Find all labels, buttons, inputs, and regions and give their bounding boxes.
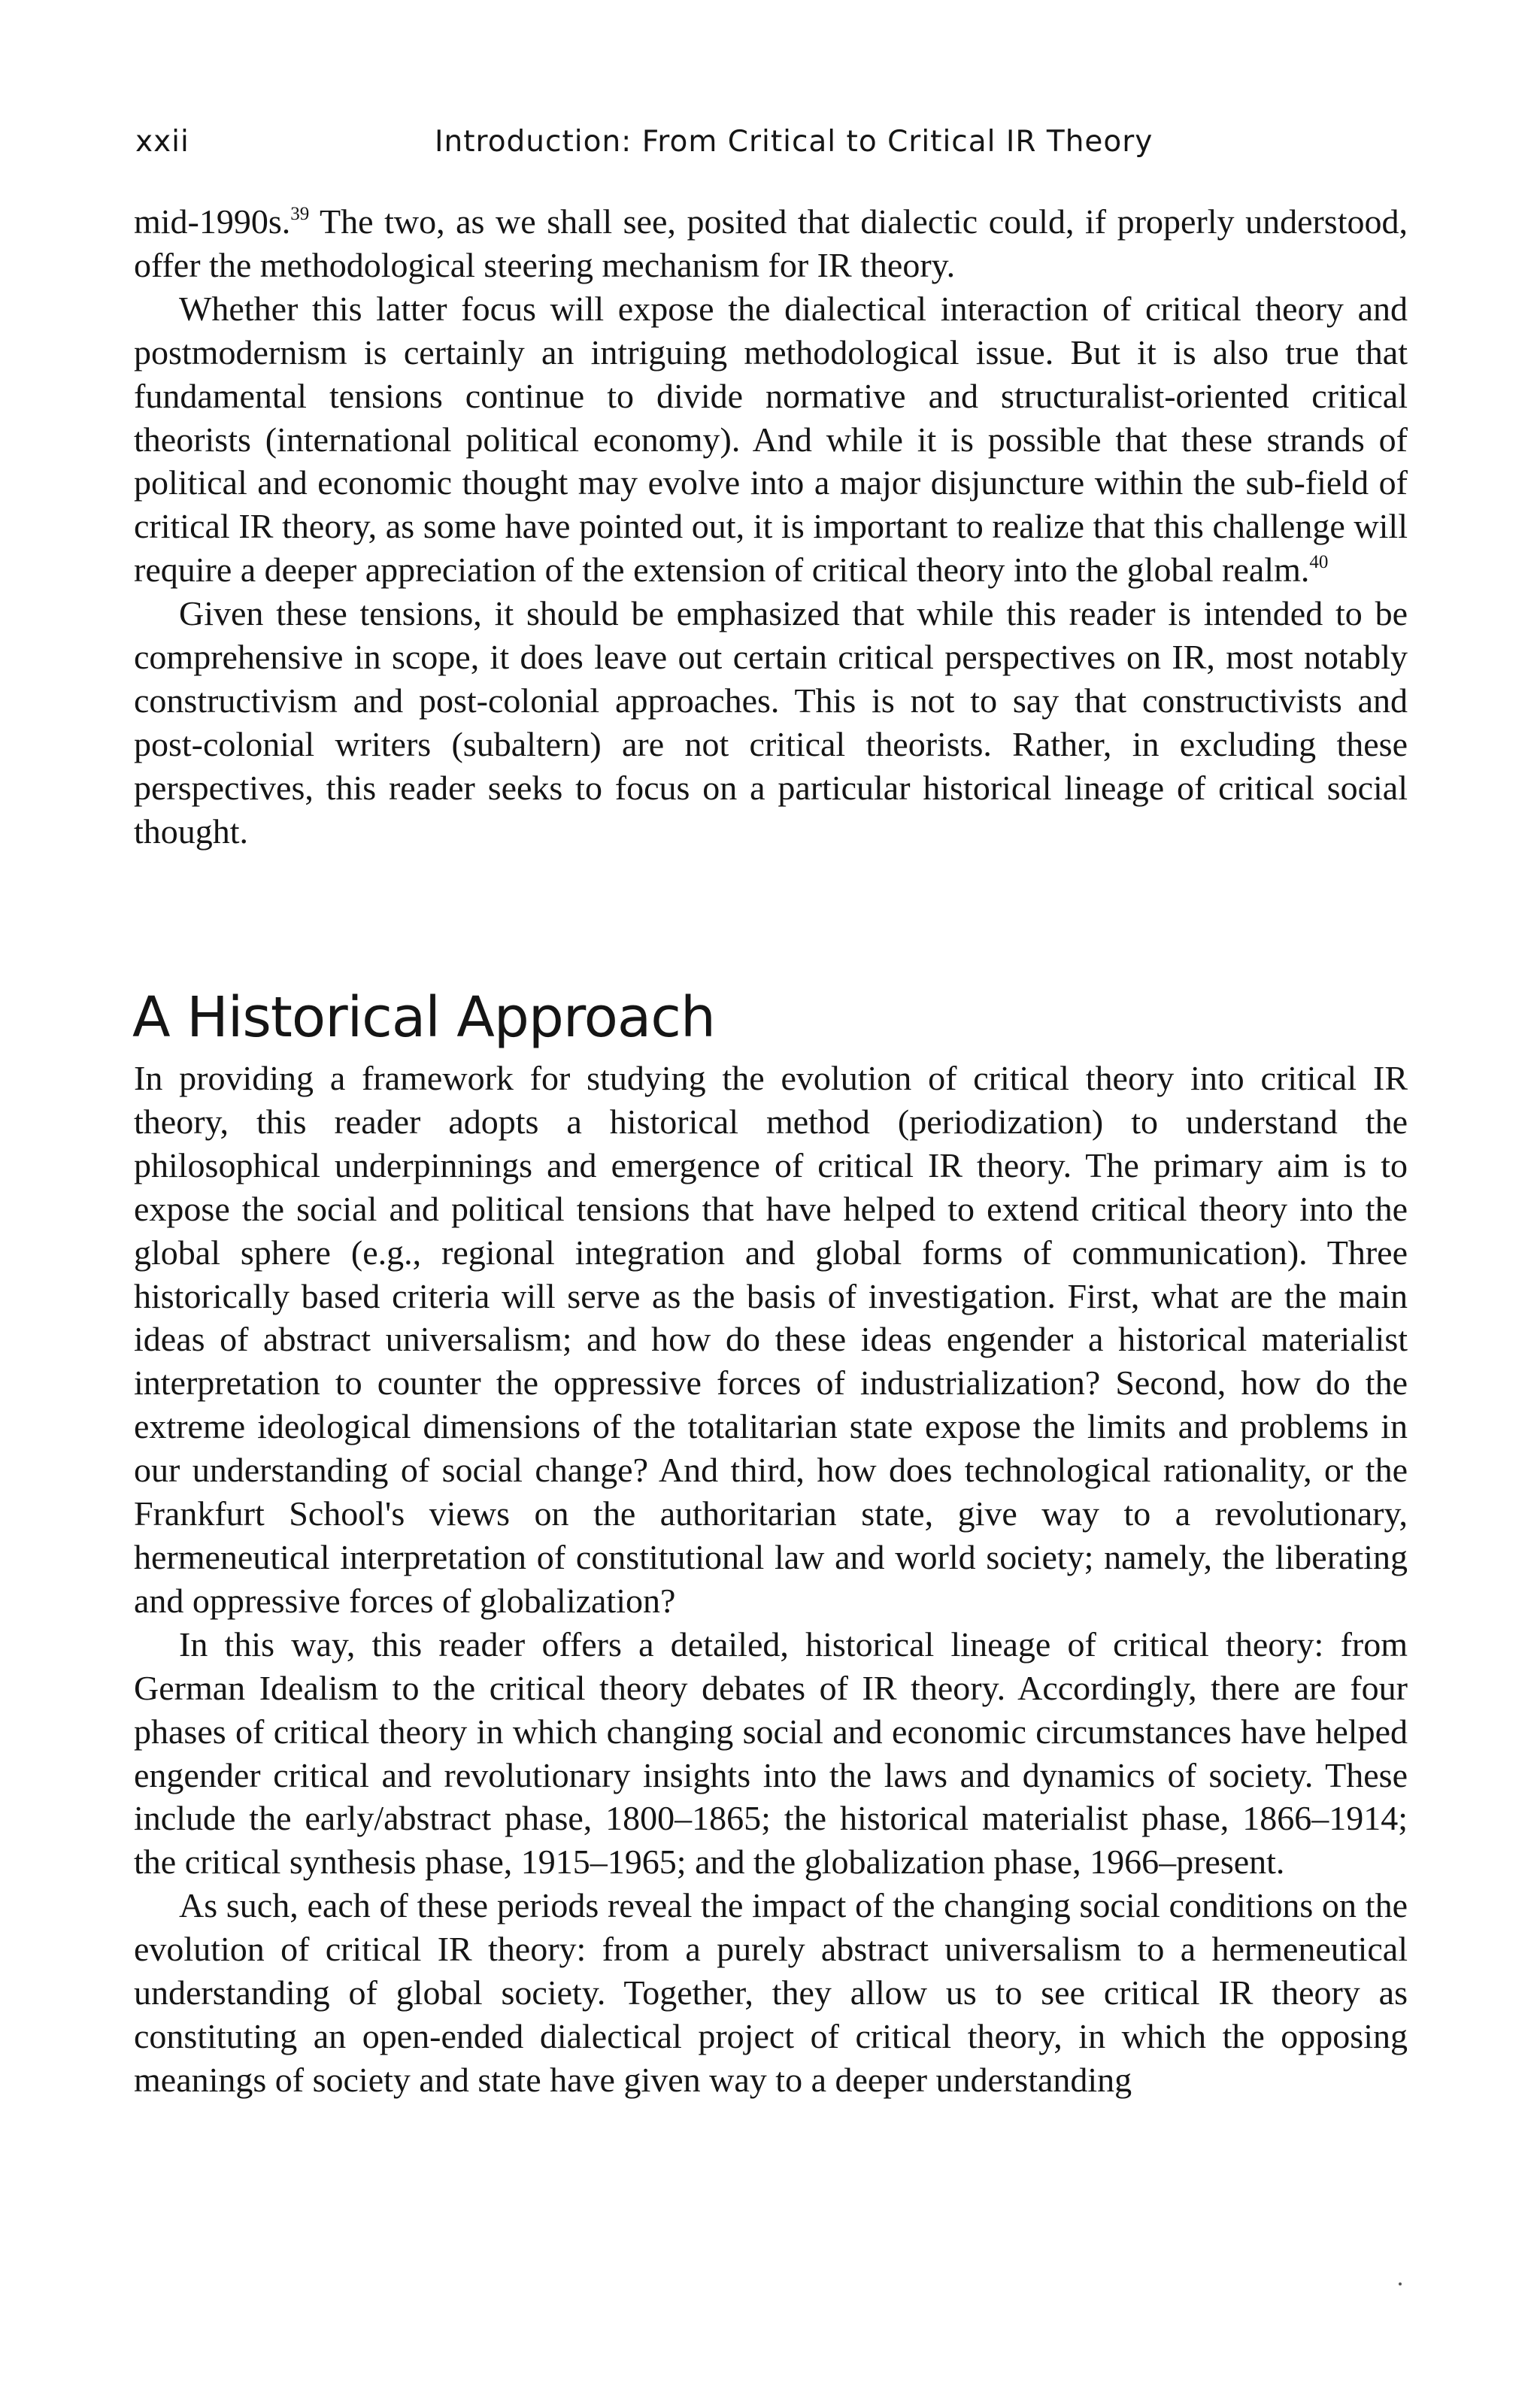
page-number: xxii [135,125,189,159]
running-head-title: Introduction: From Critical to Critical IR Theory [435,125,1153,159]
running-head [135,125,1414,170]
footnote-ref: 40 [1309,552,1329,573]
paragraph: In this way, this reader offers a detailed, historical lineage of critical theory: from German Idealism to the critical theory debates of IR theory. Accordingly, there are four phases of critical theory in which changing social and economic circumstances have helped engender critical and revolutionary insights into the laws and dynamics of society. These include the early/abstract phase, 1800–1865; the historical materialist phase, 1866–1914; the critical synthesis phase, 1915–1965; and the globalization phase, 1966–present. [134,1624,1408,1882]
section-heading: A Historical Approach [132,985,715,1050]
footnote-ref: 39 [290,204,310,224]
body-text-after-heading [134,1057,1408,2102]
stray-mark [1399,2282,1402,2285]
paragraph: In providing a framework for studying the evolution of critical theory into critical IR theory, this reader adopts a historical method (periodization) to understand the philosophical underpinnings and emergence of critical IR theory. The primary aim is to expose the social and political tensions that have helped to extend critical theory into the global sphere (e.g., regional integration and global forms of communication). Three historically based criteria will serve as the basis of investigation. First, what are the main ideas of abstract universalism; and how do these ideas engender a historical materialist interpretation to counter the oppressive forces of industrialization? Second, how do the extreme ideological dimensions of the totalitarian state expose the limits and problems in our understanding of social change? And third, how does technological rationality, or the Frankfurt School's views on the authoritarian state, give way to a revolutionary, hermeneutical interpretation of constitutional law and world society; namely, the liberating and oppressive forces of globalization? [134,1059,1408,1620]
paragraph: Whether this latter focus will expose the dialectical interaction of critical theory and postmodernism is certainly an intriguing methodological issue. But it is also true that fundamental tensions continue to divide normative and structuralist-oriented critical theorists (international political economy). And while it is possible that these strands of political and economic thought may evolve into a major disjuncture within the sub-field of critical IR theory, as some have pointed out, it is important to realize that this challenge will require a deeper appreciation of the extension of critical theory into the global realm.$^{40}$ [134,289,1408,590]
paragraph: Given these tensions, it should be emphasized that while this reader is intended to be comprehensive in scope, it does leave out certain critical perspectives on IR, most notably constructivism and post-colonial approaches. This is not to say that constructivists and post-colonial writers (subaltern) are not critical theorists. Rather, in excluding these perspectives, this reader seeks to focus on a particular historical lineage of critical social thought. [134,594,1408,851]
paragraph: mid-1990s.$^{39}$ The two, as we shall see, posited that dialectic could, if properly understood, offer the methodological steering mechanism for IR theory. [134,202,1408,284]
body-text-before-heading [134,200,1408,854]
paragraph: As such, each of these periods reveal the impact of the changing social conditions on the evolution of critical IR theory: from a purely abstract universalism to a hermeneutical understanding of global society. Together, they allow us to see critical IR theory as constituting an open-ended dialectical project of critical theory, in which the opposing meanings of society and state have given way to a deeper understanding [134,1886,1408,2099]
